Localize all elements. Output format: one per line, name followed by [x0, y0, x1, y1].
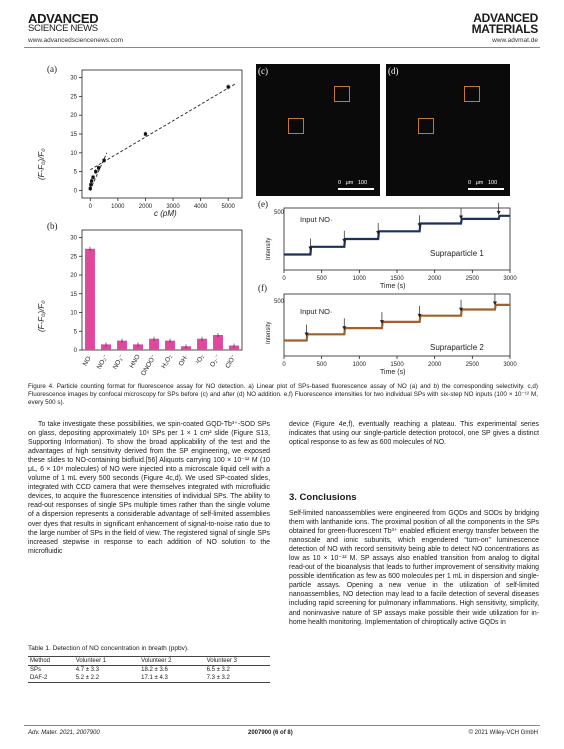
table-cell: 6.5 ± 3.2: [206, 667, 230, 673]
panel-a-point: [94, 170, 97, 173]
panel-d-roi-box: [418, 118, 434, 134]
table-header: Method: [30, 658, 51, 664]
table-cell: 7.3 ± 3.2: [206, 675, 230, 681]
panel-f-label: (f): [258, 283, 267, 293]
left-url[interactable]: www.advancedsciencenews.com: [28, 37, 124, 44]
panel-a-xtick-label: 4000: [193, 204, 208, 210]
panel-e-xtick-label: 2000: [427, 276, 442, 282]
panel-b-category-label: HNO: [128, 353, 142, 370]
left-logo-line1: ADVANCED: [28, 11, 99, 26]
panel-b-category-label: H₂O₂: [160, 353, 174, 370]
panel-a-ytick-label: 0: [73, 188, 77, 195]
panel-b-category-label: ¹O₂: [194, 353, 206, 366]
table-cell: 18.2 ± 3.6: [141, 667, 168, 673]
panel-b-ytick-label: 30: [70, 235, 77, 242]
panel-a-point: [89, 187, 92, 190]
panel-b-frame: [82, 230, 242, 350]
table-header: Volunteer 3: [206, 658, 237, 664]
panel-b-ytick-label: 20: [70, 273, 77, 279]
panel-b-bar: [213, 335, 223, 350]
panel-e-ylabel: Intensity: [266, 237, 272, 260]
panel-a-chart: [30, 60, 252, 220]
right-logo-line2: MATERIALS: [471, 22, 538, 36]
panel-a-ytick-label: 25: [70, 94, 77, 101]
panel-a-point: [227, 85, 230, 88]
panel-e-xtick-label: 0: [282, 276, 286, 282]
panel-d-scale-bar: [468, 188, 504, 190]
right-logo-line1: ADVANCED: [473, 11, 538, 25]
panel-e-xlabel: Time (s): [380, 283, 406, 290]
table-title: Table 1. Detection of NO concentration in breath (ppbv).: [28, 645, 189, 652]
table-cell: 5.2 ± 2.2: [75, 675, 100, 681]
panel-a-point: [102, 159, 105, 162]
panel-a-ytick-label: 15: [70, 132, 77, 138]
panel-a-ytick-label: 20: [70, 113, 77, 120]
panel-e-xtick-label: 500: [316, 276, 327, 282]
panel-a-point: [97, 166, 100, 169]
panel-f-xtick-label: 3000: [503, 362, 517, 368]
panel-a-xtick-label: 1000: [111, 204, 125, 210]
table-header: Volunteer 1: [75, 658, 107, 664]
section-heading: 3. Conclusions: [289, 492, 357, 503]
panel-f-trace-label: Supraparticle 2: [430, 343, 484, 352]
panel-b-ytick-label: 5: [73, 329, 77, 336]
table-cell: 17.1 ± 4.3: [141, 675, 168, 681]
panel-f-xtick-label: 1000: [352, 362, 367, 368]
panel-c-scale-bar: [338, 188, 374, 190]
panel-a-point: [89, 183, 92, 186]
panel-b-bar: [85, 249, 95, 350]
panel-b-category-label: ClO⁻: [224, 353, 238, 370]
table-row: [28, 666, 270, 675]
table-header-row: [28, 657, 270, 666]
panel-e-xtick-label: 3000: [503, 276, 517, 282]
footer-rule: [24, 725, 540, 726]
footer-left: Adv. Mater. 2021, 2007900: [28, 730, 100, 736]
panel-a-point: [90, 179, 93, 182]
panel-e-ytick: 500: [274, 210, 285, 216]
panel-f-chart: [258, 286, 520, 376]
panel-d-roi-box: [464, 86, 480, 102]
panel-e-chart: [258, 200, 520, 290]
panel-b-label: (b): [47, 221, 58, 231]
panel-e-input-arrowhead: [497, 211, 501, 215]
panel-f-xtick-label: 2000: [427, 362, 442, 368]
panel-f-xtick-label: 500: [316, 362, 327, 368]
panel-d-label: (d): [388, 66, 399, 76]
panel-c-scale-label: 0 μm 100: [338, 180, 368, 186]
panel-c-label: (c): [258, 66, 268, 76]
panel-e-xtick-label: 1000: [352, 276, 367, 282]
panel-a-xtick-label: 5000: [221, 204, 235, 210]
table-block: [28, 645, 270, 683]
panel-b-category-label: NO·: [81, 353, 94, 368]
panel-a-xtick-label: 0: [88, 204, 92, 210]
panel-a-ytick-label: 30: [70, 75, 77, 82]
figure-caption: Figure 4. Particle counting format for fluorescence assay for NO detection. a) Linear plot of SPs-based fluorescence assay of NO (a) and b) the corresponding selectivity. c,d) Fluorescence images by confocal microscopy for SPs before (c) and after (d) NO addition. e,f) Fluorescence intensities for two individual SPs with six-step NO inputs (100 × 10⁻¹² M, every 500 s).: [28, 383, 538, 407]
right-paragraph-2: Self-limited nanoassemblies were engineered from GQDs and SODs by bridging them with lanthanide ions. The proximal position of all the components in the SPs obtained for green-fluorescent Tb³⁺ enabled efficient energy transfer between the nanoscale and ionic subunits, which engendered “turn-on” luminescence detection of NO with record sensitivity being able to detect NO concentrations as low as 10 × 10⁻¹² M. SP assays also enabled transition from analog to digital read-out of the bioanalysis that leads to further improvement of sensitivity making possible identification as few as 600 molecules per 1 mL in dispersion and single-particle assays. Opening a new venue in the utilization of self-limited nanoassemblies, NO detection may lead to a facile detection of several diseases including rapid screening for pulmonary inflammations. High sensitivity, simplicity, and noninvasive nature of SP assays make possible their wide utilization for in-home health monitoring. Implementation of chiroptically active GQDs in: [289, 510, 539, 626]
left-logo-line2: SCIENCE NEWS: [28, 23, 98, 34]
panel-b-ytick-label: 15: [70, 291, 77, 298]
panel-a-ytick-label: 10: [70, 150, 77, 157]
right-paragraph-1: device (Figure 4e,f), eventually reaching a plateau. This experimental series indicates that using our single-particle detection protocol, one SP gives a distinct optical response to as few as 600 molecules of NO.: [289, 421, 539, 447]
panel-a-point: [144, 132, 147, 135]
footer-right: © 2021 Wiley-VCH GmbH: [468, 730, 538, 736]
panel-a-xlabel: c (pM): [154, 209, 177, 218]
panel-d-image: [386, 64, 510, 196]
panel-e-label: (e): [258, 199, 268, 209]
panel-c-image: [256, 64, 380, 196]
panel-f-ylabel: Intensity: [266, 321, 272, 344]
table: [28, 657, 270, 683]
panel-a-ylabel: (F-F₀)/F₀: [37, 148, 46, 180]
panel-e-xtick-label: 2500: [465, 276, 480, 282]
panel-a-xtick-label: 2000: [138, 204, 153, 210]
panel-b-category-label: OH·: [177, 353, 190, 368]
table-row: [28, 674, 270, 683]
panel-a-ytick-label: 5: [73, 169, 77, 176]
panel-a-label: (a): [47, 64, 57, 74]
panel-f-xtick-label: 0: [282, 362, 286, 368]
panel-b-ytick-label: 0: [73, 348, 77, 354]
panel-f-xlabel: Time (s): [380, 369, 406, 376]
panel-b-category-label: NO₂⁻: [95, 353, 110, 371]
right-url[interactable]: www.advmat.de: [492, 37, 538, 44]
panel-f-xtick-label: 1500: [390, 362, 404, 368]
panel-a-fit-line-high: [90, 83, 236, 170]
table-cell: SPs: [30, 667, 42, 673]
panel-f-annotation: Input NO·: [300, 307, 333, 316]
panel-b-category-label: NO₃⁻: [111, 353, 126, 371]
panel-b-chart: [30, 222, 252, 377]
left-paragraph: To take investigate these possibilities, we spin-coated GQD-Tb³⁺-SOD SPs on glass, depositing approximately 10⁶ SPs per 1 × 1 cm² slide (Figure S13, Supporting Information). To show the broad applicability of the test and the advantages of high sensitivity derived from the SP engineering, we exposed these slides to NO-containing biofluid.[56] Aliquots carrying 100 × 10⁻¹² M (10 μL, 6 × 10⁸ molecules) of NO were injected into a microscale liquid cell with a volume of 1 mL every 500 seconds (Figure 4c,d). We used SP-coated slides, integrated with CCD camera that were themselves integrated with microfluidic devices, to acquire the fluorescence intensities of individual SPs. The ability to read-out responses of single SPs multiple times rather than the single volume of a dispersion represents a considerable advantage of self-limited assemblies over dyes that results in significant enhancement of signal-to-noise ratio due to the large number of SPs in the field of view. The registered signal of single SPs increased stepwise in response to each addition of NO solution to the microfluidic: [28, 421, 270, 555]
panel-f-ytick: 500: [274, 299, 285, 305]
panel-a-frame: [82, 70, 242, 198]
table-cell: DAF-2: [30, 675, 48, 681]
panel-b-ytick-label: 25: [70, 254, 77, 261]
panel-b-category-label: O₂·⁻: [209, 353, 222, 369]
footer-center: 2007900 (6 of 8): [248, 730, 293, 736]
table-header: Volunteer 2: [141, 658, 172, 664]
panel-b-ytick-label: 10: [70, 310, 77, 317]
panel-e-xtick-label: 1500: [390, 276, 404, 282]
panel-b-category-label: ONOO⁻: [140, 353, 158, 377]
panel-b-ylabel: (F-F₀)/F₀: [37, 300, 46, 332]
panel-c-roi-box: [288, 118, 304, 134]
table-cell: 4.7 ± 3.3: [75, 667, 100, 673]
panel-d-scale-label: 0 μm 100: [468, 180, 498, 186]
panel-c-roi-box: [334, 86, 350, 102]
header-rule: [24, 47, 540, 48]
panel-a-xtick-label: 3000: [166, 204, 180, 210]
panel-f-xtick-label: 2500: [465, 362, 480, 368]
panel-e-trace-label: Supraparticle 1: [430, 249, 484, 258]
panel-a-point: [91, 176, 94, 179]
panel-e-annotation: Input NO·: [300, 215, 333, 224]
